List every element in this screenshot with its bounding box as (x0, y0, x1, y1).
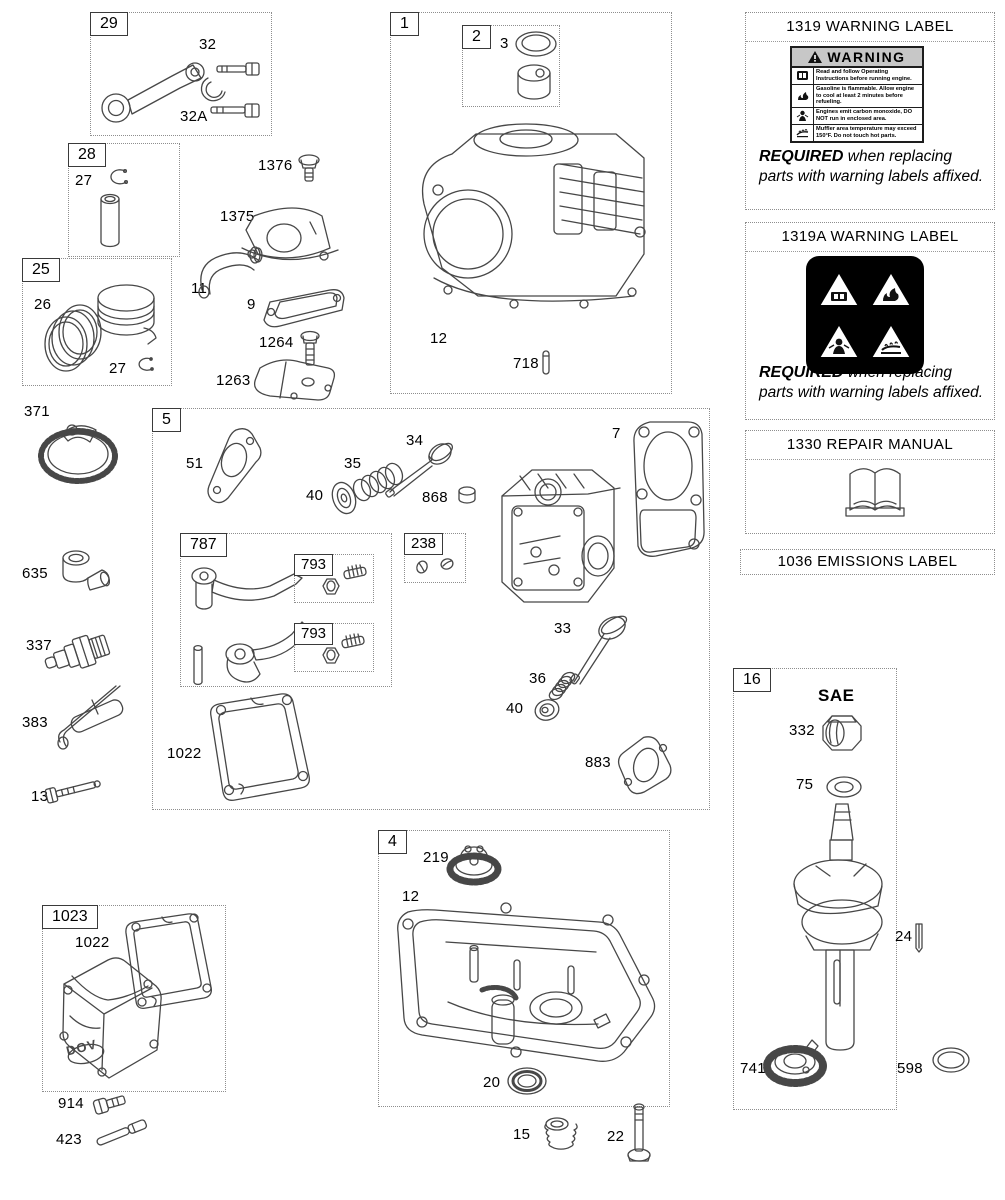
required-text-1319: when replacing parts with warning labels affixed. (759, 148, 984, 186)
governor-gear-drawing (446, 833, 502, 889)
callout-7: 7 (612, 425, 621, 442)
callout-33: 33 (554, 620, 572, 637)
warning-sticker (790, 46, 924, 143)
callout-12a: 12 (430, 330, 448, 347)
piston-drawing (92, 280, 168, 356)
rocker-nut-2-drawing (322, 647, 340, 664)
callout-1022b: 1022 (75, 934, 110, 951)
callout-40b: 40 (506, 700, 524, 717)
bolt-32-drawing (216, 60, 264, 78)
pin-423-drawing (92, 1114, 154, 1154)
group-label-4: 4 (378, 830, 407, 854)
callout-51: 51 (186, 455, 204, 472)
camshaft-gear-drawing (36, 412, 120, 488)
callout-1022a: 1022 (167, 745, 202, 762)
callout-24: 24 (895, 928, 913, 945)
callout-9: 9 (247, 296, 256, 313)
group-label-16: 16 (733, 668, 771, 692)
warning-row-1 (792, 68, 922, 85)
callout-35: 35 (344, 455, 362, 472)
required-bold-1319: REQUIRED (759, 148, 844, 165)
callout-423: 423 (56, 1131, 82, 1148)
cylinder-block-drawing (404, 112, 660, 334)
group-label-238: 238 (404, 533, 443, 555)
callout-11: 11 (191, 280, 208, 297)
required-text-1319a: when replacing parts with warning labels affixed. (759, 364, 984, 402)
pictogram-label (806, 256, 924, 374)
rocker-screw-1-drawing (342, 563, 372, 583)
warning-row-3 (792, 108, 922, 125)
group-label-793b: 793 (294, 623, 333, 645)
valve-cover-gasket-drawing (193, 688, 315, 804)
bolt-13-drawing (44, 772, 110, 808)
callout-32: 32 (199, 36, 217, 53)
crankshaft-drawing (786, 800, 894, 1068)
group-label-25: 25 (22, 258, 60, 282)
retaining-ring-2-drawing (133, 357, 157, 373)
oring-598-drawing (930, 1044, 972, 1076)
rocker-screw-2-drawing (340, 632, 370, 652)
group-label-2: 2 (462, 25, 491, 49)
group-label-5: 5 (152, 408, 181, 432)
group-label-787: 787 (180, 533, 227, 557)
dowel-pin-drawing (541, 349, 551, 377)
required-note-1319 (759, 146, 985, 188)
washer-75-drawing (824, 774, 864, 800)
group-label-28: 28 (68, 143, 106, 167)
callout-13: 13 (31, 788, 49, 805)
group-box-238 (404, 533, 466, 583)
spring-retainer-40a-drawing (328, 476, 360, 520)
exhaust-gasket-drawing (616, 734, 676, 796)
head-gasket-drawing (630, 418, 708, 560)
group-label-793a: 793 (294, 554, 333, 576)
rocker-stud-drawing (192, 644, 204, 686)
hot-surface-pictogram (869, 322, 913, 360)
valve-keeper-2-drawing (439, 557, 455, 571)
warning-row-4-text: Muffler area temperature may exceed 150°F. Do not touch hot parts. (816, 125, 917, 139)
panel-1036-emissions-label (740, 549, 995, 575)
oil-plug-drawing (540, 1116, 574, 1154)
callout-75: 75 (796, 776, 814, 793)
callout-337: 337 (26, 637, 52, 654)
callout-15: 15 (513, 1126, 531, 1143)
warning-row-2 (792, 85, 922, 109)
warning-triangle-icon (808, 51, 822, 63)
cylinder-head-drawing (490, 448, 622, 616)
callout-914: 914 (58, 1095, 84, 1112)
breather-gasket-drawing (258, 284, 348, 334)
guard-plate-drawing (246, 354, 338, 402)
callout-32A: 32A (180, 108, 208, 125)
bolt-32A-drawing (210, 100, 264, 120)
callout-1264: 1264 (259, 334, 294, 351)
flywheel-nut-drawing (818, 710, 864, 756)
seal-and-bushing-drawing (512, 29, 558, 101)
callout-12b: 12 (402, 888, 420, 905)
hot-surface-icon (792, 125, 814, 141)
group-label-1023: 1023 (42, 905, 98, 929)
valve-cap-868-drawing (456, 485, 478, 505)
repair-manual-book-icon (838, 460, 912, 524)
plug-wrench-drawing (52, 680, 130, 752)
callout-635: 635 (22, 565, 48, 582)
sump-and-gasket-drawing (386, 882, 662, 1088)
callout-1263: 1263 (216, 372, 251, 389)
panel-1319-title: 1319 WARNING LABEL (746, 13, 994, 42)
carbon-monoxide-pictogram (817, 322, 861, 360)
breather-tube-drawing (196, 242, 266, 298)
key-24-drawing (912, 922, 926, 954)
callout-868: 868 (422, 489, 448, 506)
callout-36: 36 (529, 670, 547, 687)
flame-pictogram (869, 270, 913, 308)
intake-gasket-drawing (206, 426, 264, 506)
retaining-ring-drawing (104, 168, 132, 186)
breather-fitting-drawing (54, 548, 114, 594)
valve-cover-logo-text: DOV (64, 1036, 99, 1059)
callout-219: 219 (423, 849, 449, 866)
panel-1330-title: 1330 REPAIR MANUAL (746, 431, 994, 460)
bolt-22-drawing (626, 1102, 652, 1166)
manual-book-icon (792, 68, 814, 84)
callout-332: 332 (789, 722, 815, 739)
group-label-29: 29 (90, 12, 128, 36)
callout-741: 741 (740, 1060, 766, 1077)
spring-retainer-40b-drawing (532, 696, 562, 724)
warning-sticker-header-text: WARNING (827, 49, 906, 65)
callout-26: 26 (34, 296, 52, 313)
flame-icon (792, 85, 814, 108)
panel-1036-title: 1036 EMISSIONS LABEL (777, 553, 958, 570)
book-pictogram (817, 270, 861, 308)
callout-3: 3 (500, 35, 509, 52)
required-bold-1319a: REQUIRED (759, 364, 844, 381)
callout-27a: 27 (75, 172, 93, 189)
spark-plug-drawing (42, 618, 118, 680)
callout-883: 883 (585, 754, 611, 771)
callout-22: 22 (607, 1128, 625, 1145)
valve-keeper-1-drawing (414, 560, 430, 574)
warning-sticker-header (792, 48, 922, 68)
timing-gear-drawing (762, 1036, 828, 1090)
callout-20: 20 (483, 1074, 501, 1091)
carbon-monoxide-icon (792, 108, 814, 124)
piston-pin-drawing (97, 192, 123, 250)
rocker-nut-1-drawing (322, 578, 340, 595)
panel-1319a-title: 1319A WARNING LABEL (746, 223, 994, 252)
callout-40a: 40 (306, 487, 324, 504)
group-box-28 (68, 143, 180, 257)
warning-row-1-text: Read and follow Operating Instructions before running engine. (816, 69, 912, 82)
callout-1375: 1375 (220, 208, 255, 225)
callout-371: 371 (24, 403, 50, 420)
rocker-arm-1-drawing (188, 558, 306, 622)
oil-seal-drawing (506, 1064, 548, 1098)
warning-row-2-text: Gasoline is flammable. Allow engine to cool at least 2 minutes before refueling. (816, 85, 915, 106)
warning-row-3-text: Engines emit carbon monoxide, DO NOT run in enclosed area. (816, 109, 913, 123)
valve-cover-drawing (50, 950, 172, 1080)
callout-34: 34 (406, 432, 424, 449)
group-label-1: 1 (390, 12, 419, 36)
callout-718: 718 (513, 355, 539, 372)
connecting-rod-drawing (98, 50, 228, 128)
callout-1376: 1376 (258, 157, 293, 174)
required-note-1319a (759, 362, 985, 404)
callout-383: 383 (22, 714, 48, 731)
warning-row-4 (792, 125, 922, 141)
bolt-1376-drawing (297, 153, 321, 185)
sae-heading: SAE (818, 686, 855, 705)
callout-27b: 27 (109, 360, 127, 377)
callout-598: 598 (897, 1060, 923, 1077)
